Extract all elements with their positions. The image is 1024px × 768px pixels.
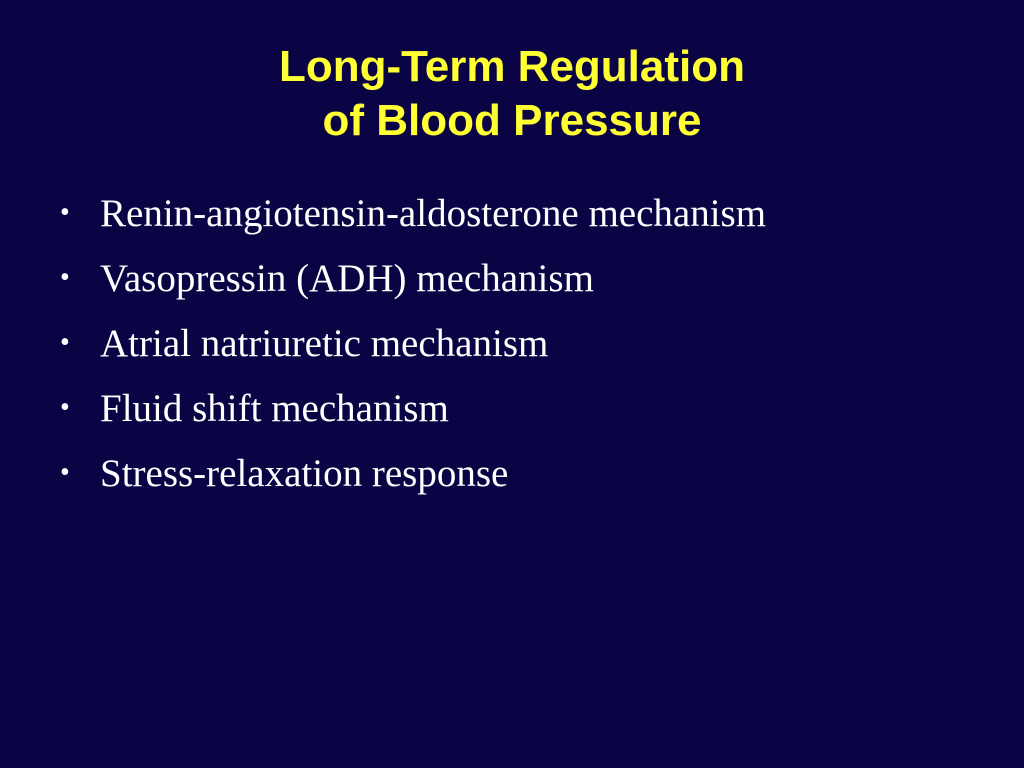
bullet-marker-icon: • — [60, 327, 70, 358]
bullet-item-renin — [60, 188, 766, 253]
bullet-marker-icon: • — [60, 262, 70, 293]
title-line-2: of Blood Pressure — [322, 96, 702, 145]
bullet-marker-icon: • — [60, 457, 70, 488]
slide-title — [0, 40, 1024, 148]
bullet-marker-icon: • — [60, 197, 70, 228]
bullet-text: Vasopressin (ADH) mechanism — [100, 257, 594, 300]
bullet-list — [60, 188, 766, 513]
bullet-text: Atrial natriuretic mechanism — [100, 322, 549, 365]
title-line-1: Long-Term Regulation — [278, 42, 746, 91]
bullet-item-vasopressin — [60, 253, 766, 318]
bullet-item-stress-relaxation — [60, 448, 766, 513]
bullet-text: Fluid shift mechanism — [100, 387, 449, 430]
bullet-item-fluid-shift — [60, 383, 766, 448]
bullet-item-atrial — [60, 318, 766, 383]
bullet-text: Stress-relaxation response — [100, 452, 509, 495]
bullet-text: Renin-angiotensin-aldosterone mechanism — [100, 192, 767, 235]
bullet-marker-icon: • — [60, 392, 70, 423]
